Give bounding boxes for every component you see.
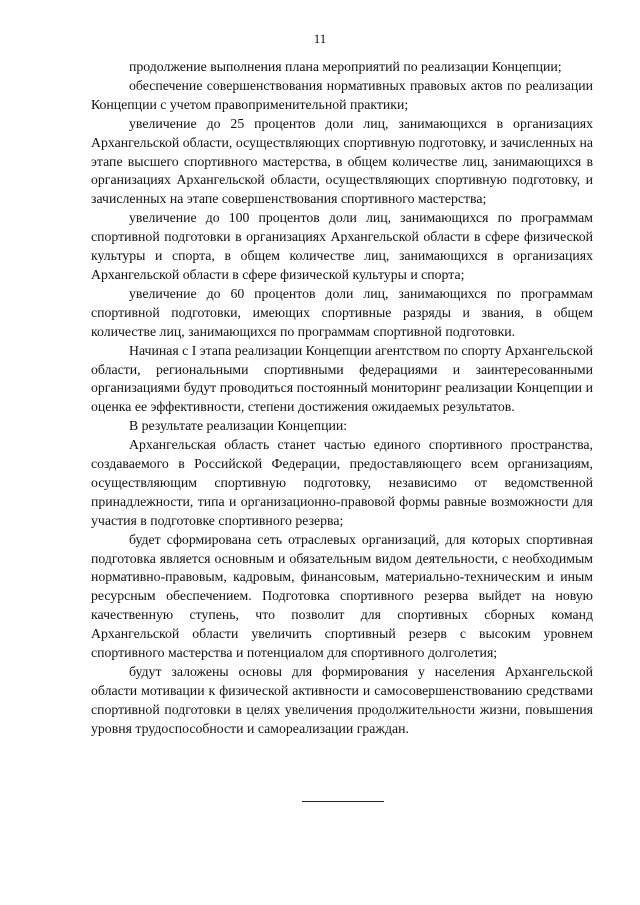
paragraph: увеличение до 60 процентов доли лиц, занимающихся по программам спортивной подготовки, имеющих спортивные разряды и звания, в общем количестве лиц, занимающихся по программам спортивной подготовки. (91, 285, 593, 339)
paragraph: Архангельская область станет частью единого спортивного пространства, создаваемого в Российской Федерации, предоставляющего всем организациям, осуществляющим спортивную подготовку, независимо от ведомственной принадлежности, типа и организационно-правовой формы равные возможности для участия в подготовке спортивного резерва; (91, 437, 593, 528)
paragraph: увеличение до 25 процентов доли лиц, занимающихся в организациях Архангельской области, осуществляющих спортивную подготовку, и зачисленных на этапе высшего спортивного мастерства, в общем количестве лиц, занимающихся в организациях Архангельской области, осуществляющих спортивную подготовку, и зачисленных на этапе совершенствования спортивного мастерства; (91, 115, 593, 207)
end-separator-line (302, 801, 384, 802)
paragraph: В результате реализации Концепции: (129, 418, 348, 434)
paragraph: обеспечение совершенствования нормативных правовых актов по реализации Концепции с учетом правоприменительной практики; (91, 77, 593, 112)
document-body (91, 58, 593, 739)
paragraph: будет сформирована сеть отраслевых организаций, для которых спортивная подготовка является основным и обязательным видом деятельности, с необходимым нормативно-правовым, кадровым, финансовым, материально-техническим и иным ресурсным обеспечением. Подготовка спортивного резерва выйдет на новую качественную ступень, что позволит для спортивных сборных команд Архангельской области увеличить спортивный резерв с высоким уровнем спортивного мастерства и потенциалом для спортивного долголетия; (91, 531, 593, 661)
paragraph: увеличение до 100 процентов доли лиц, занимающихся по программам спортивной подготовки в организациях Архангельской области в сфере физической культуры и спорта, в общем количестве лиц, занимающихся в организациях Архангельской области в сфере физической культуры и спорта; (91, 210, 593, 282)
paragraph: продолжение выполнения плана мероприятий по реализации Концепции; (129, 59, 562, 74)
paragraph: Начиная с I этапа реализации Концепции агентством по спорту Архангельской области, региональными спортивными федерациями и заинтересованными организациями будут проводиться постоянный мониторинг реализации Концепции и оценка ее эффективности, степени достижения ожидаемых результатов. (91, 342, 593, 415)
page-number: 11 (313, 31, 327, 46)
paragraph: будут заложены основы для формирования у населения Архангельской области мотивации к физической активности и самосовершенствованию средствами спортивной подготовки в целях увеличения продолжительности жизни, повышения уровня трудоспособности и самореализации граждан. (91, 664, 593, 736)
